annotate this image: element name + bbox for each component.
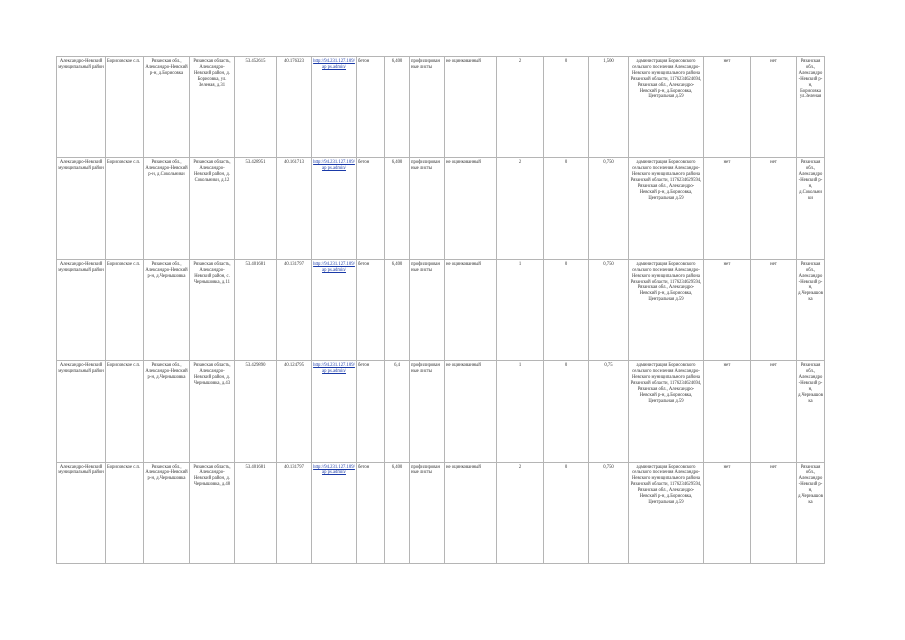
count-cell: 2 (497, 57, 544, 158)
type-cell: профилирован ные листы (410, 361, 445, 462)
flag-cell: нет (704, 57, 751, 158)
table-row (57, 259, 825, 360)
surface-cell: бетон (357, 361, 385, 462)
locality-cell: Рязанская обл., Александро-Невский р-н, д.Чернышовка (144, 361, 190, 462)
latitude-cell: 53.429890 (235, 361, 277, 462)
locality-cell: Рязанская обл., Александро-Невский р-н, д.Чернышовка (144, 462, 190, 563)
settlement-cell: Борисовское с.п. (106, 361, 144, 462)
type-cell: профилирован ные листы (410, 57, 445, 158)
count-cell: 0 (544, 361, 589, 462)
district-cell: Александро-Невский муниципальный район (57, 462, 106, 563)
table-row (57, 158, 825, 259)
address-cell: Рязанская область, Александро-Невский район, д. Борисовка, ул. Зеленая, д.31 (190, 57, 235, 158)
owner-cell: администрация Борисовского сельского поселения Александро-Невского муниципального района Рязанской области, 1176234624694, Рязанская обл., Александро-Невский р-н, д.Борисовка, Центральная д.59 (629, 57, 704, 158)
link-cell[interactable]: http://94.231.127.109/ap ps.admin/ (312, 259, 357, 360)
cover-cell: не оцинкованный (445, 361, 497, 462)
count-cell: 1 (497, 259, 544, 360)
flag-cell: нет (751, 57, 797, 158)
flag-cell: нет (751, 259, 797, 360)
count-cell: 0 (544, 158, 589, 259)
owner-cell: администрация Борисовского сельского поселения Александро-Невского муниципального района Рязанской области, 1176234629594, Рязанская обл., Александро-Невский р-н, д.Борисовка, Центральная д.59 (629, 158, 704, 259)
count-cell: 2 (497, 462, 544, 563)
longitude-cell: 40.131797 (277, 259, 312, 360)
area-cell: 6,400 (385, 462, 410, 563)
address-cell: Рязанская область, Александро-Невский район, д. Чернышовка, д.43 (190, 361, 235, 462)
link-cell[interactable]: http://94.231.127.109/ap ps.admin/ (312, 57, 357, 158)
district-cell: Александро-Невский муниципальный район (57, 158, 106, 259)
cover-cell: не оцинкованный (445, 259, 497, 360)
owner-cell: администрация Борисовского сельского поселения Александро-Невского муниципального района Рязанской области, 1176234624694, Рязанская обл., Александро-Невский р-н, д.Борисовка, Центральная д.59 (629, 361, 704, 462)
count-cell: 2 (497, 158, 544, 259)
flag-cell: нет (704, 361, 751, 462)
settlement-cell: Борисовское с.п. (106, 57, 144, 158)
latitude-cell: 53.401681 (235, 259, 277, 360)
link-cell[interactable]: http://94.231.127.109/ap ps.admin/ (312, 158, 357, 259)
flag-cell: нет (704, 158, 751, 259)
link-cell[interactable]: http://94.231.127.109/ap ps.admin/ (312, 462, 357, 563)
table-row (57, 361, 825, 462)
address-cell: Рязанская область, Александро-Невский район, с. Чернышовка, д.11 (190, 259, 235, 360)
volume-cell: 1,500 (589, 57, 629, 158)
district-cell: Александро-Невский муниципальный район (57, 259, 106, 360)
surface-cell: бетон (357, 259, 385, 360)
table-row (57, 57, 825, 158)
surface-cell: бетон (357, 57, 385, 158)
owner-cell: администрация Борисовского сельского поселения Александро-Невского муниципального района Рязанской области, 1176234629594, Рязанская обл., Александро-Невский р-н, д.Борисовка, Центральная д.59 (629, 462, 704, 563)
locality-cell: Рязанская обл., Александро-Невский р-н, д.Сокольники (144, 158, 190, 259)
registry-table (56, 56, 825, 564)
flag-cell: нет (704, 462, 751, 563)
flag-cell: нет (751, 462, 797, 563)
longitude-cell: 40.161713 (277, 158, 312, 259)
type-cell: профилирован ные листы (410, 158, 445, 259)
count-cell: 0 (544, 57, 589, 158)
district-cell: Александро-Невский муниципальный район (57, 57, 106, 158)
cover-cell: не оцинкованный (445, 57, 497, 158)
latitude-cell: 53.452615 (235, 57, 277, 158)
latitude-cell: 53.401681 (235, 462, 277, 563)
source-cell: Рязанская обл., Александро-Невский р-н, д.Чернышовка (797, 259, 825, 360)
volume-cell: 0,75 (589, 361, 629, 462)
locality-cell: Рязанская обл., Александро-Невский р-н, д.Борисовка (144, 57, 190, 158)
flag-cell: нет (751, 361, 797, 462)
type-cell: профилирован ные листы (410, 259, 445, 360)
source-cell: Рязанская обл., Александро-Невский р-н, д.Чернышовка (797, 462, 825, 563)
link-cell[interactable]: http://94.231.127.109/ap ps.admin/ (312, 361, 357, 462)
surface-cell: бетон (357, 462, 385, 563)
address-cell: Рязанская область, Александро-Невский район, д. Сокольники, д.12 (190, 158, 235, 259)
volume-cell: 0,750 (589, 158, 629, 259)
source-cell: Рязанская обл., Александро-Невский р-н, Борисовка ул.Зеленая (797, 57, 825, 158)
source-cell: Рязанская обл., Александро-Невский р-н, д.Сокольники (797, 158, 825, 259)
settlement-cell: Борисовское с.п. (106, 158, 144, 259)
cover-cell: не оцинкованный (445, 462, 497, 563)
settlement-cell: Борисовское с.п. (106, 259, 144, 360)
type-cell: профилирован ные листы (410, 462, 445, 563)
registry-body (57, 57, 825, 564)
area-cell: 6,400 (385, 158, 410, 259)
address-cell: Рязанская область, Александро-Невский район, д. Чернышовка, д.48 (190, 462, 235, 563)
area-cell: 6,400 (385, 259, 410, 360)
locality-cell: Рязанская обл., Александро-Невский р-н, д.Чернышовка (144, 259, 190, 360)
surface-cell: бетон (357, 158, 385, 259)
count-cell: 1 (497, 361, 544, 462)
source-cell: Рязанская обл., Александро-Невский р-н, д.Чернышовка (797, 361, 825, 462)
longitude-cell: 40.124795 (277, 361, 312, 462)
volume-cell: 0,750 (589, 462, 629, 563)
cover-cell: не оцинкованный (445, 158, 497, 259)
area-cell: 6,400 (385, 57, 410, 158)
flag-cell: нет (704, 259, 751, 360)
area-cell: 6,4 (385, 361, 410, 462)
count-cell: 0 (544, 462, 589, 563)
longitude-cell: 40.176323 (277, 57, 312, 158)
longitude-cell: 40.131797 (277, 462, 312, 563)
settlement-cell: Борисовское с.п. (106, 462, 144, 563)
flag-cell: нет (751, 158, 797, 259)
owner-cell: администрация Борисовского сельского поселения Александро-Невского муниципального района Рязанской области, 1176234629594, Рязанская обл., Александро-Невский р-н, д.Борисовка, Центральная д.59 (629, 259, 704, 360)
table-row (57, 462, 825, 563)
count-cell: 0 (544, 259, 589, 360)
latitude-cell: 53.428951 (235, 158, 277, 259)
district-cell: Александро-Невский муниципальный район (57, 361, 106, 462)
volume-cell: 0,750 (589, 259, 629, 360)
